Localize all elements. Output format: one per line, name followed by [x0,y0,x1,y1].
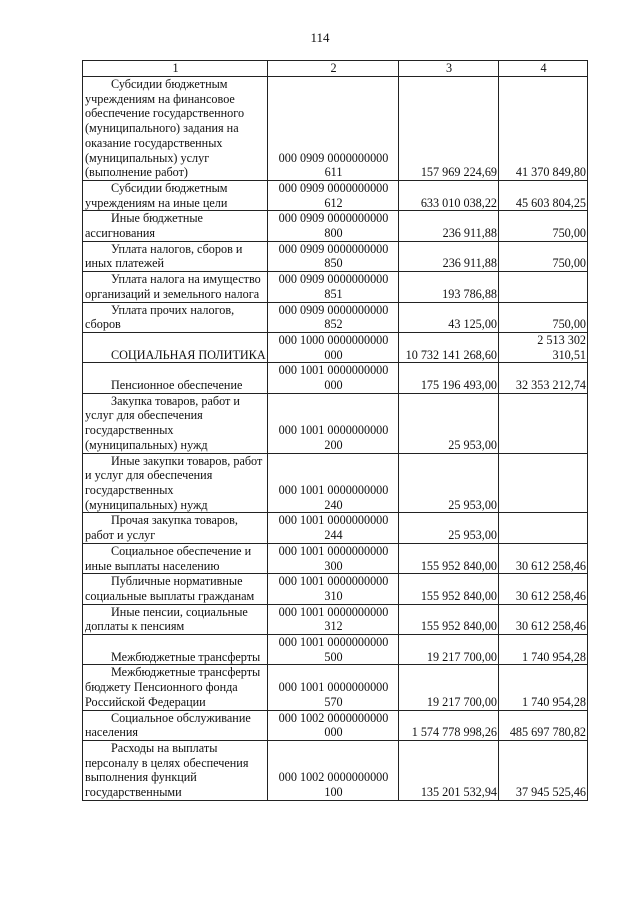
row-name: Уплата налога на имущество организаций и земельного налога [83,272,268,302]
value-col3: 175 196 493,00 [399,363,499,393]
value-col3: 43 125,00 [399,302,499,332]
value-col4: 1 740 954,28 [499,635,588,665]
code-type: 100 [324,785,343,800]
row-code [268,77,399,181]
value-col3: 10 732 141 268,60 [399,332,499,362]
code-main: 000 1001 0000000000 [278,574,389,589]
code-type: 300 [324,558,343,573]
value-col3: 633 010 038,22 [399,180,499,210]
value-col4: 750,00 [499,302,588,332]
page-number: 114 [310,30,330,45]
row-code [268,180,399,210]
code-type: 244 [324,528,343,543]
value-col4: 750,00 [499,211,588,241]
value-col3: 155 952 840,00 [399,604,499,634]
code-type: 612 [324,195,343,210]
value-col3: 193 786,88 [399,272,499,302]
code-type: 000 [324,378,343,393]
row-code [268,453,399,513]
code-main: 000 1001 0000000000 [278,635,389,650]
table-row [83,77,588,181]
table-row [83,180,588,210]
code-main: 000 0909 0000000000 [278,211,389,226]
table-row [83,211,588,241]
row-code [268,710,399,740]
code-type: 570 [324,694,343,709]
row-name: Субсидии бюджетным учреждениям на иные цели [83,180,268,210]
code-main: 000 1001 0000000000 [278,363,389,378]
code-type: 500 [324,649,343,664]
row-name: Уплата прочих налогов, сборов [83,302,268,332]
code-main: 000 1002 0000000000 [278,710,389,725]
column-header: 1 [83,61,268,77]
value-col3: 135 201 532,94 [399,740,499,800]
value-col4 [499,272,588,302]
table-row [83,302,588,332]
code-type: 852 [324,317,343,332]
column-header: 3 [399,61,499,77]
code-type: 800 [324,226,343,241]
value-col4 [499,513,588,543]
code-main: 000 1000 0000000000 [278,332,389,347]
code-type: 000 [324,347,343,362]
row-name: Межбюджетные трансферты бюджету Пенсионного фонда Российской Федерации [83,665,268,710]
row-name: Межбюджетные трансферты [83,635,268,665]
code-type: 611 [324,165,343,180]
value-col3: 236 911,88 [399,211,499,241]
code-main: 000 1001 0000000000 [278,543,389,558]
value-col3: 157 969 224,69 [399,77,499,181]
code-main: 000 0909 0000000000 [278,241,389,256]
value-col3: 19 217 700,00 [399,665,499,710]
table-row [83,543,588,573]
row-name: Прочая закупка товаров, работ и услуг [83,513,268,543]
row-name: Расходы на выплаты персоналу в целях обеспечения выполнения функций государственными [83,740,268,800]
code-type: 310 [324,588,343,603]
row-name: Иные пенсии, социальные доплаты к пенсиям [83,604,268,634]
code-type: 200 [324,437,343,452]
value-col4: 750,00 [499,241,588,271]
table-row [83,665,588,710]
column-header: 4 [499,61,588,77]
code-main: 000 1001 0000000000 [278,680,389,695]
row-name: Пенсионное обеспечение [83,363,268,393]
table-row [83,332,588,362]
value-col3: 155 952 840,00 [399,543,499,573]
table-row [83,710,588,740]
row-name: Закупка товаров, работ и услуг для обеспечения государственных (муниципальных) нужд [83,393,268,453]
budget-table [82,60,588,801]
value-col4: 45 603 804,25 [499,180,588,210]
value-col3: 236 911,88 [399,241,499,271]
value-col4: 30 612 258,46 [499,604,588,634]
row-code [268,740,399,800]
value-col4 [499,332,588,362]
row-code [268,513,399,543]
value-col4: 41 370 849,80 [499,77,588,181]
code-main: 000 0909 0000000000 [278,180,389,195]
value-col3: 25 953,00 [399,513,499,543]
code-main: 000 0909 0000000000 [278,272,389,287]
code-main: 000 1001 0000000000 [278,423,389,438]
row-code [268,302,399,332]
table-row [83,453,588,513]
row-name: Субсидии бюджетным учреждениям на финансовое обеспечение государственного (муниципального) задания на оказание государственных (муниципальных) услуг (выполнение работ) [83,77,268,181]
value-col4: 30 612 258,46 [499,574,588,604]
code-main: 000 0909 0000000000 [278,302,389,317]
table-row [83,513,588,543]
value-col4: 37 945 525,46 [499,740,588,800]
code-main: 000 1001 0000000000 [278,482,389,497]
row-code [268,393,399,453]
row-code [268,272,399,302]
row-code [268,543,399,573]
row-name: Иные бюджетные ассигнования [83,211,268,241]
value-col3: 25 953,00 [399,393,499,453]
row-code [268,211,399,241]
code-type: 312 [324,619,343,634]
row-name: Социальное обеспечение и иные выплаты населению [83,543,268,573]
value-col3: 25 953,00 [399,453,499,513]
column-header: 2 [268,61,399,77]
row-name: Иные закупки товаров, работ и услуг для обеспечения государственных (муниципальных) нужд [83,453,268,513]
value-col4 [499,393,588,453]
value-col4 [499,453,588,513]
table-row [83,393,588,453]
value-col3: 19 217 700,00 [399,635,499,665]
row-code [268,332,399,362]
row-code [268,665,399,710]
row-code [268,574,399,604]
code-main: 000 1001 0000000000 [278,513,389,528]
table-row [83,740,588,800]
value-col4: 30 612 258,46 [499,543,588,573]
code-main: 000 1001 0000000000 [278,604,389,619]
table-row [83,241,588,271]
table-row [83,635,588,665]
value-col4: 32 353 212,74 [499,363,588,393]
value-col3: 155 952 840,00 [399,574,499,604]
row-code [268,241,399,271]
code-type: 240 [324,497,343,512]
row-name: Уплата налогов, сборов и иных платежей [83,241,268,271]
table-row [83,574,588,604]
code-main: 000 1002 0000000000 [278,770,389,785]
value-col4: 1 740 954,28 [499,665,588,710]
value-col3: 1 574 778 998,26 [399,710,499,740]
code-type: 000 [324,725,343,740]
row-code [268,363,399,393]
row-name: Публичные нормативные социальные выплаты гражданам [83,574,268,604]
value-col4-part2: 310,51 [552,347,586,362]
table-row [83,604,588,634]
value-col4-part1: 2 513 302 [537,332,586,347]
row-name: СОЦИАЛЬНАЯ ПОЛИТИКА [83,332,268,362]
table-header-row [83,61,588,77]
row-code [268,635,399,665]
code-main: 000 0909 0000000000 [278,150,389,165]
table-row [83,272,588,302]
code-type: 851 [324,286,343,301]
code-type: 850 [324,256,343,271]
table-row [83,363,588,393]
row-code [268,604,399,634]
row-name: Социальное обслуживание населения [83,710,268,740]
value-col4: 485 697 780,82 [499,710,588,740]
